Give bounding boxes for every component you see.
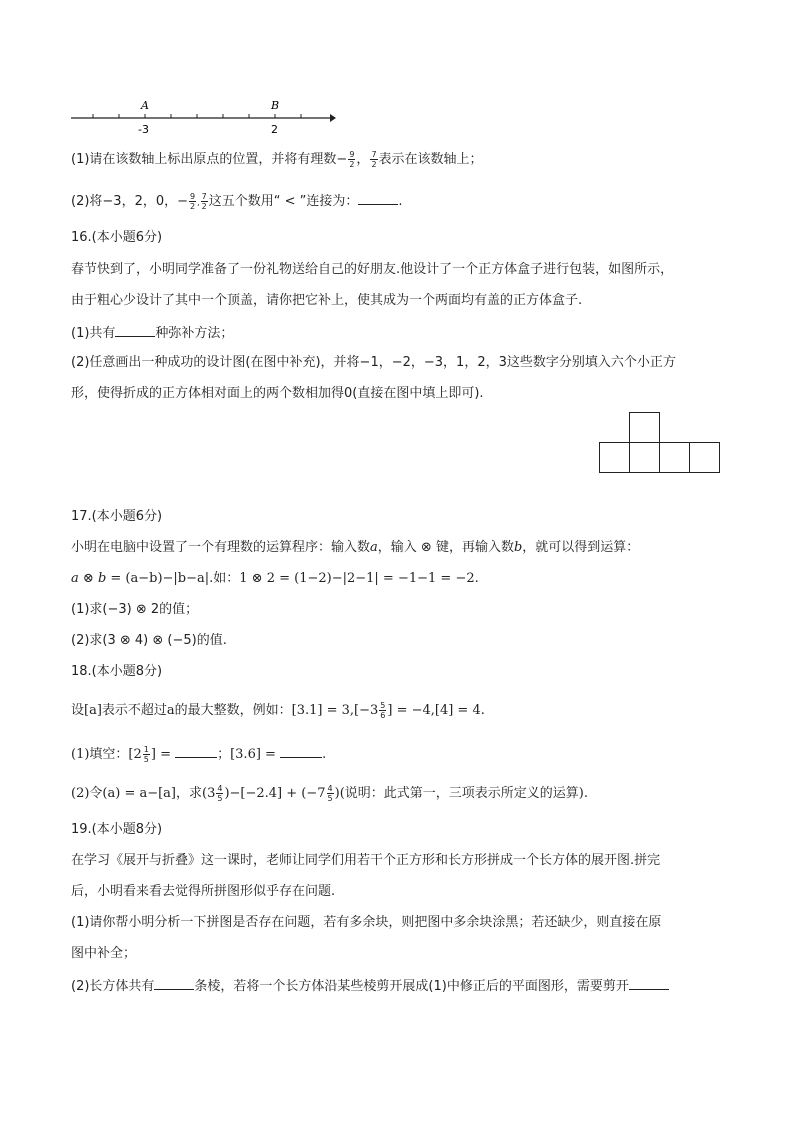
p16-text-line-1: 春节快到了，小明同学准备了一份礼物送给自己的好朋友.他设计了一个正方体盒子进行包装，如图所示， (71, 262, 674, 277)
p15-q1-text: (1)请在该数轴上标出原点的位置，并将有理数 (71, 152, 337, 167)
p18-q1-text: (1)填空：[2 (71, 747, 142, 762)
fraction-denominator: 5 (217, 794, 223, 803)
p17-question-1: (1)求(−3) ⊗ 2的值； (71, 602, 199, 617)
variable-b: b (513, 540, 523, 555)
answer-blank[interactable] (154, 977, 194, 990)
answer-blank[interactable] (115, 324, 155, 337)
fraction-seven-halves (370, 150, 377, 169)
fraction-denominator: 2 (349, 160, 355, 169)
p15-question-1 (71, 150, 483, 169)
net-bottom-square-2 (629, 442, 660, 473)
tick-label-a: -3 (138, 123, 149, 136)
answer-blank[interactable] (358, 192, 398, 205)
p19-q2-text: (2)长方体共有 (71, 979, 155, 994)
p18-definition-text: 设[a]表示不超过a的最大整数，例如：[3.1] = 3,[−3 (71, 703, 379, 718)
p16-question-1 (71, 324, 233, 342)
variable-b: b (97, 571, 107, 586)
minus-sign: − (336, 152, 348, 167)
net-bottom-square-1 (599, 442, 630, 473)
p17-text-tail: ，就可以得到运算： (522, 540, 640, 555)
p16-question-2-line-2: 形，使得折成的正方体相对面上的两个数相加得0(直接在图中填上即可). (71, 386, 484, 401)
fraction-denominator: 2 (201, 202, 207, 211)
fraction-denominator: 5 (327, 794, 333, 803)
p18-q2-text: (2)令(a) = a−[a]，求(3 (71, 786, 216, 801)
p18-header: 18.(本小题8分) (71, 664, 163, 679)
separator: ， (356, 152, 370, 167)
answer-blank[interactable] (629, 977, 669, 990)
fraction-five-sixths (379, 701, 386, 720)
fraction-numerator: 4 (217, 784, 223, 793)
p18-definition (71, 701, 485, 720)
p19-q2-tail: 条棱，若将一个长方体沿某些棱剪开展成(1)中修正后的平面图形，需要剪开 (194, 979, 629, 994)
fraction-numerator: 9 (349, 150, 355, 159)
fraction-denominator: 5 (143, 755, 149, 764)
fraction-numerator: 5 (380, 701, 386, 710)
p18-q2-mid: )−[−2.4] + (−7 (224, 786, 326, 801)
net-bottom-square-4 (689, 442, 720, 473)
period: . (398, 194, 403, 209)
p19-question-2 (71, 977, 669, 995)
answer-blank[interactable] (175, 745, 217, 758)
net-bottom-square-3 (659, 442, 690, 473)
p16-text-line-2: 由于粗心少设计了其中一个顶盖，请你把它补上，使其成为一个两面均有盖的正方体盒子. (71, 293, 583, 308)
p18-question-2 (71, 784, 588, 803)
tick-label-b: 2 (271, 123, 278, 136)
p18-question-1 (71, 745, 326, 764)
p18-definition-tail: ] = −4,[4] = 4. (387, 703, 485, 718)
number-line (68, 98, 338, 138)
equals: ] = (150, 747, 176, 762)
p15-q1-tail: 表示在该数轴上； (378, 152, 483, 167)
formula-text: = (a−b)−|b−a|.如：1 ⊗ 2 = (1−2)−|2−1| = −1−1 = −2. (106, 571, 479, 586)
cube-net-figure (599, 412, 721, 474)
p17-text-mid: ，输入 ⊗ 键，再输入数 (377, 540, 514, 555)
fraction-numerator: 9 (190, 192, 196, 201)
p15-question-2 (71, 192, 403, 211)
variable-a: a (71, 571, 79, 586)
p18-q1-mid: ；[3.6] = (217, 747, 281, 762)
p17-text: 小明在电脑中设置了一个有理数的运算程序：输入数 (71, 540, 371, 555)
fraction-denominator: 2 (190, 202, 196, 211)
point-b-label: B (271, 99, 280, 112)
net-top-square (629, 412, 660, 443)
fraction-numerator: 7 (371, 150, 377, 159)
point-a-label: A (141, 99, 149, 112)
fraction-nine-halves (348, 150, 355, 169)
p15-q2-tail: 这五个数用“ < ”连接为： (208, 194, 359, 209)
p17-text-line-1 (71, 540, 639, 556)
period: . (322, 747, 327, 762)
p19-header: 19.(本小题8分) (71, 822, 163, 837)
fraction-nine-halves (189, 192, 196, 211)
p16-q1-text: (1)共有 (71, 326, 116, 341)
fraction-four-fifths (327, 784, 334, 803)
fraction-denominator: 6 (380, 711, 386, 720)
variable-a: a (370, 540, 378, 555)
fraction-four-fifths (216, 784, 223, 803)
fraction-numerator: 7 (201, 192, 207, 201)
p16-header: 16.(本小题6分) (71, 230, 163, 245)
p16-question-2-line-1: (2)任意画出一种成功的设计图(在图中补充)，并将−1，−2，−3，1，2，3这些数字分别填入六个小正方 (71, 355, 676, 370)
separator: , (197, 198, 200, 207)
p17-header: 17.(本小题6分) (71, 509, 163, 524)
fraction-numerator: 1 (143, 745, 149, 754)
fraction-one-fifth (143, 745, 150, 764)
p19-question-1-line-1: (1)请你帮小明分析一下拼图是否存在问题，若有多余块，则把图中多余块涂黑；若还缺少，则直接在原 (71, 915, 662, 930)
fraction-numerator: 4 (327, 784, 333, 793)
p19-question-1-line-2: 图中补全； (71, 946, 137, 961)
fraction-denominator: 2 (371, 160, 377, 169)
answer-blank[interactable] (280, 745, 322, 758)
fraction-seven-halves (201, 192, 208, 211)
p17-question-2: (2)求(3 ⊗ 4) ⊗ (−5)的值. (71, 633, 227, 648)
p16-q1-tail: 种弥补方法； (155, 326, 234, 341)
p19-text-line-1: 在学习《展开与折叠》这一课时，老师让同学们用若干个正方形和长方形拼成一个长方体的展开图.拼完 (71, 853, 661, 868)
p17-formula (71, 571, 479, 587)
operator: ⊗ (78, 571, 98, 586)
p19-text-line-2: 后，小明看来看去觉得所拼图形似乎存在问题. (71, 884, 336, 899)
minus-sign: − (177, 194, 189, 209)
p15-q2-text: (2)将−3，2，0， (71, 194, 178, 209)
p18-q2-tail: )(说明：此式第一，三项表示所定义的运算). (334, 786, 588, 801)
